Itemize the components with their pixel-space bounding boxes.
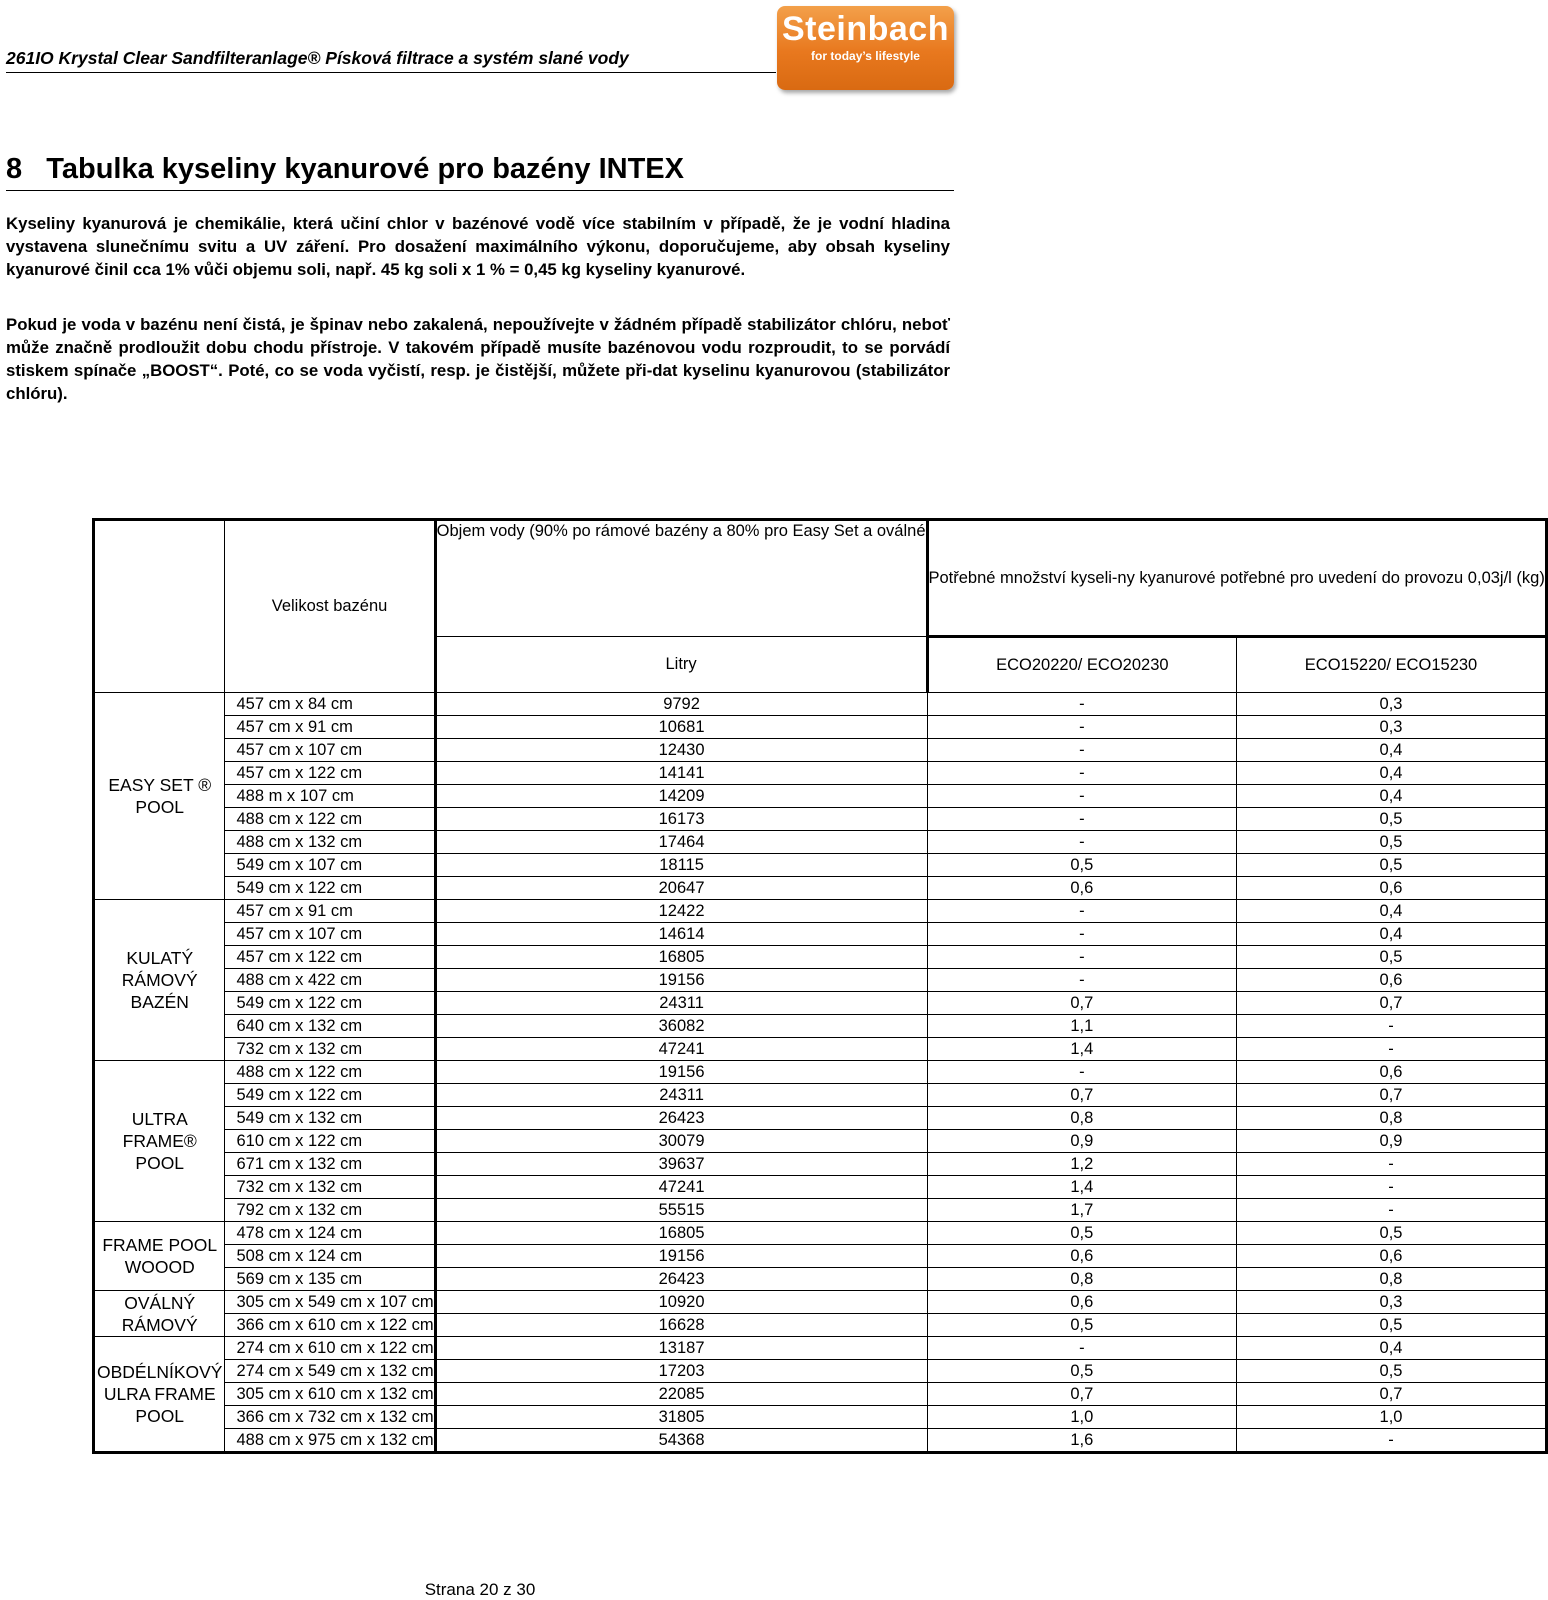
- eco20220-cell: 0,5: [927, 1222, 1237, 1245]
- eco20220-cell: -: [927, 716, 1237, 739]
- table-row: [94, 693, 1547, 716]
- pool-size-cell: 488 m x 107 cm: [225, 785, 435, 808]
- pool-size-cell: 457 cm x 107 cm: [225, 923, 435, 946]
- eco20220-cell: -: [927, 739, 1237, 762]
- table-row: [94, 1199, 1547, 1222]
- eco20220-cell: -: [927, 785, 1237, 808]
- table-row: [94, 1245, 1547, 1268]
- eco20220-cell: 0,6: [927, 1245, 1237, 1268]
- table-row: [94, 1176, 1547, 1199]
- eco20220-cell: -: [927, 900, 1237, 923]
- eco15220-cell: 0,5: [1237, 1360, 1547, 1383]
- eco15220-cell: 0,9: [1237, 1130, 1547, 1153]
- volume-cell: 13187: [435, 1337, 927, 1360]
- eco20220-cell: -: [927, 923, 1237, 946]
- header-required-amount: Potřebné množství kyseli-ny kyanurové potřebné pro uvedení do provozu 0,03j/l (kg): [927, 520, 1546, 637]
- eco20220-cell: 1,0: [927, 1406, 1237, 1429]
- volume-cell: 30079: [435, 1130, 927, 1153]
- table-row: [94, 1291, 1547, 1314]
- eco20220-cell: -: [927, 1337, 1237, 1360]
- eco20220-cell: 0,8: [927, 1268, 1237, 1291]
- volume-cell: 19156: [435, 969, 927, 992]
- table-header-row: [94, 520, 1547, 637]
- volume-cell: 12422: [435, 900, 927, 923]
- eco20220-cell: 0,5: [927, 1360, 1237, 1383]
- header-model-a: ECO20220/ ECO20230: [927, 637, 1237, 693]
- header-group-blank: [94, 520, 225, 693]
- section-heading: 8 Tabulka kyseliny kyanurové pro bazény INTEX: [6, 153, 684, 185]
- volume-cell: 16628: [435, 1314, 927, 1337]
- table-row: [94, 785, 1547, 808]
- eco20220-cell: -: [927, 693, 1237, 716]
- pool-size-cell: 569 cm x 135 cm: [225, 1268, 435, 1291]
- pool-size-cell: 640 cm x 132 cm: [225, 1015, 435, 1038]
- eco20220-cell: -: [927, 946, 1237, 969]
- logo-name: Steinbach: [782, 10, 949, 48]
- pool-size-cell: 549 cm x 122 cm: [225, 877, 435, 900]
- eco15220-cell: 0,4: [1237, 900, 1547, 923]
- eco20220-cell: 1,4: [927, 1176, 1237, 1199]
- volume-cell: 12430: [435, 739, 927, 762]
- table-row: [94, 1107, 1547, 1130]
- eco15220-cell: 0,6: [1237, 1245, 1547, 1268]
- document-header-title: 261IO Krystal Clear Sandfilteranlage® Písková filtrace a systém slané vody: [6, 48, 629, 68]
- pool-size-cell: 457 cm x 91 cm: [225, 900, 435, 923]
- page-number: Strana 20 z 30: [424, 1580, 536, 1599]
- volume-cell: 19156: [435, 1061, 927, 1084]
- pool-size-cell: 549 cm x 122 cm: [225, 1084, 435, 1107]
- volume-cell: 14209: [435, 785, 927, 808]
- table-row: [94, 739, 1547, 762]
- table-row: [94, 854, 1547, 877]
- eco15220-cell: -: [1237, 1038, 1547, 1061]
- eco15220-cell: 0,4: [1237, 1337, 1547, 1360]
- volume-cell: 14614: [435, 923, 927, 946]
- steinbach-logo: [777, 6, 954, 90]
- pool-size-cell: 610 cm x 122 cm: [225, 1130, 435, 1153]
- table-row: [94, 969, 1547, 992]
- pool-size-cell: 457 cm x 91 cm: [225, 716, 435, 739]
- volume-cell: 24311: [435, 1084, 927, 1107]
- pool-size-cell: 549 cm x 107 cm: [225, 854, 435, 877]
- eco15220-cell: 1,0: [1237, 1406, 1547, 1429]
- volume-cell: 24311: [435, 992, 927, 1015]
- volume-cell: 20647: [435, 877, 927, 900]
- pool-size-cell: 305 cm x 610 cm x 132 cm: [225, 1383, 435, 1406]
- logo-tagline: for today’s lifestyle: [811, 49, 920, 63]
- volume-cell: 16805: [435, 946, 927, 969]
- table-row: [94, 1429, 1547, 1453]
- volume-cell: 47241: [435, 1176, 927, 1199]
- volume-cell: 14141: [435, 762, 927, 785]
- volume-cell: 26423: [435, 1268, 927, 1291]
- pool-size-cell: 457 cm x 122 cm: [225, 762, 435, 785]
- volume-cell: 10681: [435, 716, 927, 739]
- eco20220-cell: -: [927, 1061, 1237, 1084]
- eco15220-cell: 0,3: [1237, 693, 1547, 716]
- eco15220-cell: 0,4: [1237, 923, 1547, 946]
- header-volume-unit: Litry: [435, 637, 927, 693]
- pool-size-cell: 732 cm x 132 cm: [225, 1038, 435, 1061]
- eco15220-cell: 0,5: [1237, 1314, 1547, 1337]
- volume-cell: 47241: [435, 1038, 927, 1061]
- pool-size-cell: 488 cm x 422 cm: [225, 969, 435, 992]
- eco15220-cell: 0,5: [1237, 854, 1547, 877]
- eco20220-cell: 1,4: [927, 1038, 1237, 1061]
- table-row: [94, 946, 1547, 969]
- eco15220-cell: 0,7: [1237, 1084, 1547, 1107]
- intro-paragraph: Kyseliny kyanurová je chemikálie, která učiní chlor v bazénové vodě více stabilním v případě, že je vodní hladina vystavena slunečnímu svitu a UV záření. Pro dosažení maximálního výkonu, doporučujeme, aby obsah kyseliny kyanurové činil cca 1% vůči objemu soli, např. 45 kg soli x 1 % = 0,45 kg kyseliny kyanurové.: [6, 214, 950, 279]
- eco20220-cell: 0,7: [927, 992, 1237, 1015]
- warning-paragraph: Pokud je voda v bazénu není čistá, je špinav nebo zakalená, nepoužívejte v žádném případě stabilizátor chlóru, neboť může značně prodloužit dobu chodu přístroje. V takovém případě musíte bazénovou vodu rozproudit, to se porvádí stiskem spínače „BOOST“. Poté, co se voda vyčistí, resp. je čistější, můžete při-dat kyselinu kyanurovou (stabilizátor chlóru).: [6, 315, 950, 403]
- eco15220-cell: -: [1237, 1429, 1547, 1453]
- eco15220-cell: 0,3: [1237, 716, 1547, 739]
- header-model-b: ECO15220/ ECO15230: [1237, 637, 1547, 693]
- eco20220-cell: 0,5: [927, 1314, 1237, 1337]
- eco20220-cell: 0,7: [927, 1084, 1237, 1107]
- eco15220-cell: 0,5: [1237, 808, 1547, 831]
- eco20220-cell: 1,7: [927, 1199, 1237, 1222]
- volume-cell: 39637: [435, 1153, 927, 1176]
- table-row: [94, 900, 1547, 923]
- eco20220-cell: 0,6: [927, 1291, 1237, 1314]
- pool-size-cell: 478 cm x 124 cm: [225, 1222, 435, 1245]
- eco20220-cell: 1,6: [927, 1429, 1237, 1453]
- eco15220-cell: -: [1237, 1153, 1547, 1176]
- volume-cell: 26423: [435, 1107, 927, 1130]
- eco15220-cell: 0,7: [1237, 992, 1547, 1015]
- eco15220-cell: 0,4: [1237, 785, 1547, 808]
- table-row: [94, 1038, 1547, 1061]
- cyanuric-acid-table: [92, 518, 1548, 1454]
- pool-size-cell: 488 cm x 122 cm: [225, 808, 435, 831]
- eco20220-cell: -: [927, 808, 1237, 831]
- pool-size-cell: 366 cm x 732 cm x 132 cm: [225, 1406, 435, 1429]
- pool-size-cell: 457 cm x 84 cm: [225, 693, 435, 716]
- pool-group-label: EASY SET ® POOL: [94, 693, 225, 900]
- table-row: [94, 992, 1547, 1015]
- eco15220-cell: -: [1237, 1199, 1547, 1222]
- volume-cell: 17464: [435, 831, 927, 854]
- volume-cell: 18115: [435, 854, 927, 877]
- table-body: [94, 520, 1547, 1453]
- eco20220-cell: -: [927, 831, 1237, 854]
- header-divider: [6, 72, 776, 73]
- eco15220-cell: 0,6: [1237, 877, 1547, 900]
- table-row: [94, 1015, 1547, 1038]
- table-row: [94, 923, 1547, 946]
- volume-cell: 17203: [435, 1360, 927, 1383]
- pool-group-label: OBDÉLNÍKOVÝ ULRA FRAME POOL: [94, 1337, 225, 1453]
- eco20220-cell: 0,6: [927, 877, 1237, 900]
- table-row: [94, 1360, 1547, 1383]
- table-row: [94, 1084, 1547, 1107]
- eco15220-cell: 0,6: [1237, 969, 1547, 992]
- table-row: [94, 1153, 1547, 1176]
- pool-group-label: FRAME POOL WOOOD: [94, 1222, 225, 1291]
- pool-group-label: OVÁLNÝ RÁMOVÝ: [94, 1291, 225, 1337]
- pool-size-cell: 508 cm x 124 cm: [225, 1245, 435, 1268]
- eco20220-cell: 0,9: [927, 1130, 1237, 1153]
- table-row: [94, 1383, 1547, 1406]
- volume-cell: 36082: [435, 1015, 927, 1038]
- pool-group-label: ULTRA FRAME® POOL: [94, 1061, 225, 1222]
- table-row: [94, 877, 1547, 900]
- eco15220-cell: 0,4: [1237, 762, 1547, 785]
- table-row: [94, 1130, 1547, 1153]
- pool-size-cell: 457 cm x 122 cm: [225, 946, 435, 969]
- volume-cell: 54368: [435, 1429, 927, 1453]
- table-row: [94, 1406, 1547, 1429]
- eco15220-cell: 0,5: [1237, 1222, 1547, 1245]
- volume-cell: 22085: [435, 1383, 927, 1406]
- pool-size-cell: 549 cm x 132 cm: [225, 1107, 435, 1130]
- header-volume: Objem vody (90% po rámové bazény a 80% pro Easy Set a oválné: [435, 520, 927, 637]
- table-row: [94, 1222, 1547, 1245]
- header-pool-size: Velikost bazénu: [225, 520, 435, 693]
- eco15220-cell: 0,7: [1237, 1383, 1547, 1406]
- pool-size-cell: 732 cm x 132 cm: [225, 1176, 435, 1199]
- eco15220-cell: 0,8: [1237, 1107, 1547, 1130]
- eco20220-cell: 0,5: [927, 854, 1237, 877]
- volume-cell: 16173: [435, 808, 927, 831]
- eco20220-cell: 1,2: [927, 1153, 1237, 1176]
- eco15220-cell: 0,5: [1237, 946, 1547, 969]
- pool-size-cell: 274 cm x 549 cm x 132 cm: [225, 1360, 435, 1383]
- table-row: [94, 1268, 1547, 1291]
- pool-group-label: KULATÝ RÁMOVÝ BAZÉN: [94, 900, 225, 1061]
- eco15220-cell: 0,6: [1237, 1061, 1547, 1084]
- pool-size-cell: 488 cm x 132 cm: [225, 831, 435, 854]
- volume-cell: 31805: [435, 1406, 927, 1429]
- section-divider: [6, 190, 954, 191]
- pool-size-cell: 549 cm x 122 cm: [225, 992, 435, 1015]
- table-row: [94, 1337, 1547, 1360]
- pool-size-cell: 792 cm x 132 cm: [225, 1199, 435, 1222]
- eco15220-cell: 0,5: [1237, 831, 1547, 854]
- table-row: [94, 762, 1547, 785]
- eco20220-cell: 0,8: [927, 1107, 1237, 1130]
- eco20220-cell: 0,7: [927, 1383, 1237, 1406]
- table-row: [94, 831, 1547, 854]
- eco15220-cell: 0,8: [1237, 1268, 1547, 1291]
- pool-size-cell: 488 cm x 122 cm: [225, 1061, 435, 1084]
- pool-size-cell: 671 cm x 132 cm: [225, 1153, 435, 1176]
- pool-size-cell: 366 cm x 610 cm x 122 cm: [225, 1314, 435, 1337]
- pool-size-cell: 305 cm x 549 cm x 107 cm: [225, 1291, 435, 1314]
- eco20220-cell: -: [927, 969, 1237, 992]
- table-row: [94, 716, 1547, 739]
- pool-size-cell: 274 cm x 610 cm x 122 cm: [225, 1337, 435, 1360]
- volume-cell: 16805: [435, 1222, 927, 1245]
- eco15220-cell: -: [1237, 1176, 1547, 1199]
- pool-size-cell: 488 cm x 975 cm x 132 cm: [225, 1429, 435, 1453]
- table-row: [94, 1061, 1547, 1084]
- eco15220-cell: -: [1237, 1015, 1547, 1038]
- volume-cell: 10920: [435, 1291, 927, 1314]
- volume-cell: 19156: [435, 1245, 927, 1268]
- volume-cell: 55515: [435, 1199, 927, 1222]
- volume-cell: 9792: [435, 693, 927, 716]
- eco15220-cell: 0,4: [1237, 739, 1547, 762]
- eco20220-cell: -: [927, 762, 1237, 785]
- table-row: [94, 1314, 1547, 1337]
- table-row: [94, 808, 1547, 831]
- pool-size-cell: 457 cm x 107 cm: [225, 739, 435, 762]
- eco15220-cell: 0,3: [1237, 1291, 1547, 1314]
- eco20220-cell: 1,1: [927, 1015, 1237, 1038]
